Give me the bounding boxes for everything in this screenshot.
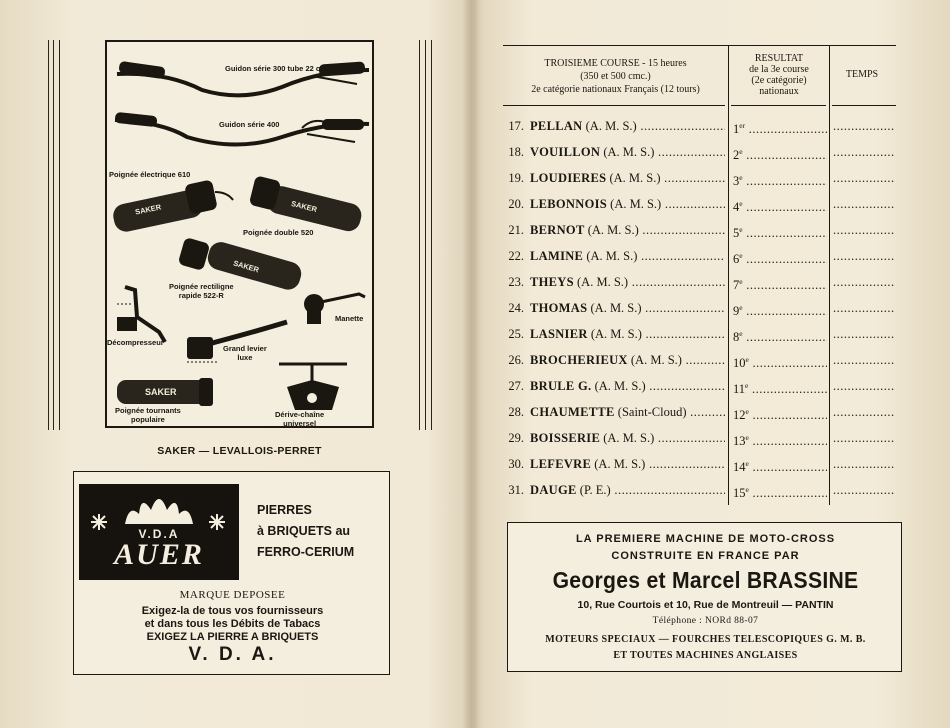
- vda-trademark: MARQUE DEPOSEE: [179, 589, 286, 601]
- rider-number: 18.: [508, 145, 524, 159]
- rider-number: 29.: [508, 431, 524, 445]
- result-rank: [731, 324, 827, 347]
- rider-club: (A. M. S.): [586, 249, 638, 263]
- vda-logo-big-text: AUER: [114, 538, 204, 571]
- rider-number: 17.: [508, 119, 524, 133]
- table-row: [503, 272, 896, 292]
- brassine-phone: Téléphone : NORd 88-07: [652, 616, 759, 626]
- rank-value: 2: [733, 148, 740, 163]
- rank-value: 5: [733, 226, 740, 241]
- margin-rule: [48, 40, 49, 430]
- rider-entry: [530, 220, 725, 240]
- result-rank: [731, 168, 827, 191]
- table-row: [503, 194, 896, 214]
- rider-name: BRULE G.: [530, 379, 592, 393]
- rider-entry: [530, 480, 725, 500]
- result-rank: [731, 454, 827, 477]
- saker-advertisement: [105, 40, 374, 428]
- rider-club: (A. M. S.): [603, 145, 655, 159]
- rank-suffix: e: [739, 199, 743, 208]
- grip-brand-mark: SAKER: [232, 258, 260, 275]
- rider-club: (A. M. S.): [590, 327, 642, 341]
- time-blank: [833, 350, 895, 370]
- label-poignee-610: Poignée électrique 610: [109, 170, 191, 179]
- time-blank: [833, 116, 895, 136]
- result-rank: [731, 246, 827, 269]
- rank-value: 9: [733, 304, 740, 319]
- table-row: [503, 142, 896, 162]
- time-blank: [833, 272, 895, 292]
- vda-advertisement: [73, 471, 390, 675]
- table-row: [503, 428, 896, 448]
- derive-chaine-drawing: [279, 364, 347, 410]
- brassine-company-name: Georges et Marcel BRASSINE: [552, 567, 859, 593]
- header-course-line: TROISIEME COURSE - 15 heures: [544, 58, 687, 69]
- rider-name: PELLAN: [530, 119, 583, 133]
- rider-name: LEFEVRE: [530, 457, 592, 471]
- vda-auer-logo: [79, 484, 239, 580]
- decompresseur-drawing: [117, 287, 165, 342]
- brassine-advertisement: [507, 522, 902, 672]
- rank-value: 1: [733, 122, 740, 137]
- rider-number: 25.: [508, 327, 524, 341]
- rank-suffix: e: [745, 433, 749, 442]
- rider-club: (P. E.): [579, 483, 611, 497]
- grip-brand-mark: SAKER: [290, 198, 318, 215]
- time-blank: [833, 246, 895, 266]
- table-row: [503, 350, 896, 370]
- rank-value: 7: [733, 278, 740, 293]
- rider-name: THOMAS: [530, 301, 588, 315]
- header-rule: [731, 105, 826, 106]
- header-time: TEMPS: [845, 69, 879, 80]
- rider-number: 20.: [508, 197, 524, 211]
- header-course-line: (350 et 500 cmc.): [580, 71, 651, 82]
- left-page: [0, 0, 470, 728]
- vda-signature: V. D. A.: [188, 644, 277, 665]
- table-top-rule: [503, 45, 896, 46]
- rider-entry: [530, 350, 725, 370]
- vda-logo-small-text: V.D.A: [138, 527, 180, 541]
- rider-name: BOISSERIE: [530, 431, 601, 445]
- rider-entry: [530, 298, 725, 318]
- rider-number: 19.: [508, 171, 524, 185]
- table-row: [503, 220, 896, 240]
- table-row: [503, 168, 896, 188]
- result-rank: [731, 480, 827, 503]
- time-blank: [833, 324, 895, 344]
- label-poignee-522r: Poignée rectiligne rapide 522-R: [169, 282, 234, 300]
- table-row: [503, 324, 896, 344]
- table-row: [503, 480, 896, 500]
- rider-club: (A. M. S.): [610, 197, 662, 211]
- rider-entry: [530, 272, 725, 292]
- time-blank: [833, 428, 895, 448]
- brassine-headline: LA PREMIERE MACHINE DE MOTO-CROSS: [575, 533, 836, 545]
- table-row: [503, 116, 896, 136]
- rider-name: THEYS: [530, 275, 574, 289]
- rider-club: (Saint-Cloud): [617, 405, 687, 419]
- time-blank: [833, 454, 895, 474]
- vda-product-line: PIERRES: [257, 503, 312, 517]
- rider-club: (A. M. S.): [630, 353, 682, 367]
- rank-suffix: e: [739, 225, 743, 234]
- brassine-motto: ET TOUTES MACHINES ANGLAISES: [613, 650, 798, 661]
- result-rank: [731, 350, 827, 373]
- rank-value: 11: [733, 382, 746, 397]
- rider-name: VOUILLON: [530, 145, 601, 159]
- label-grand-levier: Grand levier luxe: [223, 344, 267, 362]
- header-result-line: RESULTAT: [754, 53, 804, 64]
- rank-value: 10: [733, 356, 746, 371]
- result-rank: [731, 116, 827, 139]
- margin-rule: [59, 40, 60, 430]
- rider-number: 24.: [508, 301, 524, 315]
- table-row: [503, 402, 896, 422]
- rider-name: LOUDIERES: [530, 171, 607, 185]
- rider-number: 26.: [508, 353, 524, 367]
- rank-suffix: e: [739, 329, 743, 338]
- time-blank: [833, 298, 895, 318]
- table-row: [503, 246, 896, 266]
- vda-product-line: à BRIQUETS au: [257, 524, 351, 538]
- margin-rule: [431, 40, 432, 430]
- rider-club: (A. M. S.): [585, 119, 637, 133]
- rank-value: 12: [733, 408, 746, 423]
- rider-number: 23.: [508, 275, 524, 289]
- time-blank: [833, 220, 895, 240]
- rank-value: 13: [733, 434, 746, 449]
- header-course-line: 2e catégorie nationaux Français (12 tours): [531, 84, 700, 95]
- gutter-shadow: [462, 0, 480, 728]
- header-result-line: de la 3e course: [749, 64, 809, 75]
- rank-suffix: e: [745, 459, 749, 468]
- rank-value: 3: [733, 174, 740, 189]
- rider-number: 27.: [508, 379, 524, 393]
- time-blank: [833, 402, 895, 422]
- rider-number: 22.: [508, 249, 524, 263]
- brassine-subheadline: CONSTRUITE EN FRANCE PAR: [611, 550, 800, 562]
- rider-number: 31.: [508, 483, 524, 497]
- rider-entry: [530, 376, 725, 396]
- rank-value: 4: [733, 200, 740, 215]
- grip-brand-mark: SAKER: [145, 387, 177, 397]
- rider-name: CHAUMETTE: [530, 405, 615, 419]
- saker-caption: SAKER — LEVALLOIS-PERRET: [157, 445, 322, 457]
- rank-suffix: e: [745, 485, 749, 494]
- rider-name: LASNIER: [530, 327, 588, 341]
- header-rule: [832, 105, 896, 106]
- result-rank: [731, 376, 827, 399]
- vda-slogan-line: Exigez-la de tous vos fournisseurs: [141, 605, 324, 617]
- rider-number: 28.: [508, 405, 524, 419]
- label-derive-chaine: Dérive-chaîne universel: [275, 410, 325, 428]
- rider-entry: [530, 194, 725, 214]
- table-row: [503, 454, 896, 474]
- rider-entry: [530, 454, 725, 474]
- label-manette: Manette: [335, 314, 364, 323]
- label-poignee-520: Poignée double 520: [243, 228, 314, 237]
- saker-parts-illustration: [107, 42, 376, 430]
- margin-rule: [425, 40, 426, 430]
- margin-rule: [53, 40, 54, 430]
- vda-slogan-line: EXIGEZ LA PIERRE A BRIQUETS: [146, 631, 319, 643]
- rider-club: (A. M. S.): [590, 301, 642, 315]
- rank-suffix: e: [739, 251, 743, 260]
- header-result: [731, 53, 827, 97]
- result-rank: [731, 402, 827, 425]
- table-row: [503, 298, 896, 318]
- result-rank: [731, 272, 827, 295]
- label-poignee-tournants: Poignée tournants populaire: [115, 406, 181, 424]
- header-rule: [503, 105, 725, 106]
- vda-product-line: FERRO-CERIUM: [257, 545, 355, 559]
- time-blank: [833, 168, 895, 188]
- grip-brand-mark: SAKER: [134, 202, 162, 217]
- time-blank: [833, 194, 895, 214]
- rank-suffix: e: [745, 407, 749, 416]
- header-result-line: nationaux: [759, 86, 799, 97]
- rank-suffix: e: [739, 147, 743, 156]
- rider-entry: [530, 428, 725, 448]
- rider-name: BERNOT: [530, 223, 585, 237]
- rank-value: 8: [733, 330, 740, 345]
- result-rank: [731, 142, 827, 165]
- time-blank: [833, 376, 895, 396]
- rider-entry: [530, 168, 725, 188]
- rider-club: (A. M. S.): [587, 223, 639, 237]
- time-blank: [833, 480, 895, 500]
- rank-suffix: e: [739, 303, 743, 312]
- brassine-address: 10, Rue Courtois et 10, Rue de Montreuil — PANTIN: [577, 599, 834, 611]
- rider-entry: [530, 142, 725, 162]
- rank-value: 14: [733, 460, 746, 475]
- result-rank: [731, 298, 827, 321]
- rider-club: (A. M. S.): [609, 171, 661, 185]
- header-course: [503, 57, 728, 96]
- rank-suffix: e: [745, 381, 749, 390]
- rider-entry: [530, 116, 725, 136]
- rider-club: (A. M. S.): [594, 379, 646, 393]
- results-table: [503, 45, 896, 505]
- rider-club: (A. M. S.): [603, 431, 655, 445]
- rider-name: LAMINE: [530, 249, 584, 263]
- label-decompresseur: Décompresseur: [107, 338, 164, 347]
- rank-suffix: er: [739, 121, 746, 130]
- brassine-motto: MOTEURS SPECIAUX — FOURCHES TELESCOPIQUES G. M. B.: [545, 634, 866, 645]
- rider-entry: [530, 246, 725, 266]
- rider-name: DAUGE: [530, 483, 577, 497]
- grip-610-drawing: [111, 179, 233, 233]
- rider-name: LEBONNOIS: [530, 197, 608, 211]
- rider-number: 30.: [508, 457, 524, 471]
- label-guidon-400: Guidon série 400: [219, 120, 280, 129]
- rider-entry: [530, 324, 725, 344]
- rank-value: 15: [733, 486, 746, 501]
- result-rank: [731, 428, 827, 451]
- result-rank: [731, 220, 827, 243]
- result-rank: [731, 194, 827, 217]
- table-row: [503, 376, 896, 396]
- rank-value: 6: [733, 252, 740, 267]
- rank-suffix: e: [739, 277, 743, 286]
- label-guidon-300: Guidon série 300 tube 22 ou 25: [225, 64, 336, 73]
- rider-club: (A. M. S.): [577, 275, 629, 289]
- vda-product-text: [257, 500, 354, 563]
- rider-number: 21.: [508, 223, 524, 237]
- time-blank: [833, 142, 895, 162]
- margin-rule: [419, 40, 420, 430]
- vda-slogan-line: et dans tous les Débits de Tabacs: [144, 618, 321, 630]
- rider-entry: [530, 402, 725, 422]
- rank-suffix: e: [745, 355, 749, 364]
- rider-club: (A. M. S.): [594, 457, 646, 471]
- rider-name: BROCHERIEUX: [530, 353, 628, 367]
- header-result-line: (2e catégorie): [751, 75, 807, 86]
- rank-suffix: e: [739, 173, 743, 182]
